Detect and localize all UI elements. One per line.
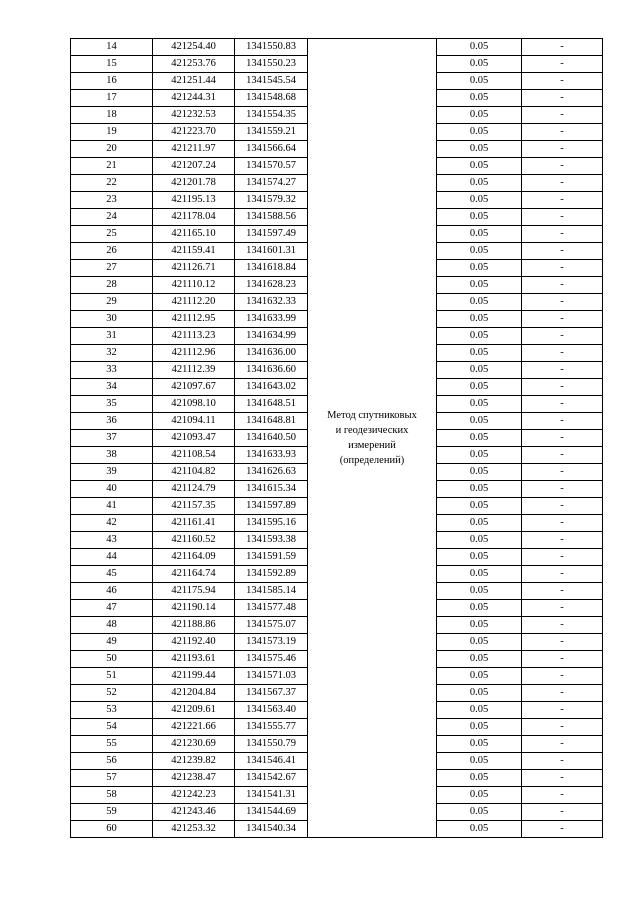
y-coordinate-cell: 1341618.84 [235,260,308,277]
point-number-cell: 49 [71,634,153,651]
point-number-cell: 14 [71,39,153,56]
point-number-cell: 32 [71,345,153,362]
x-coordinate-cell: 421161.41 [153,515,235,532]
x-coordinate-cell: 421242.23 [153,787,235,804]
description-cell: - [522,634,603,651]
point-number-cell: 47 [71,600,153,617]
method-text-line: и геодезических [335,425,409,436]
x-coordinate-cell: 421113.23 [153,328,235,345]
x-coordinate-cell: 421164.74 [153,566,235,583]
accuracy-cell: 0.05 [437,617,522,634]
description-cell: - [522,243,603,260]
point-number-cell: 28 [71,277,153,294]
point-number-cell: 33 [71,362,153,379]
y-coordinate-cell: 1341595.16 [235,515,308,532]
accuracy-cell: 0.05 [437,753,522,770]
description-cell: - [522,90,603,107]
point-number-cell: 53 [71,702,153,719]
coordinates-table [70,38,603,838]
x-coordinate-cell: 421159.41 [153,243,235,260]
accuracy-cell: 0.05 [437,158,522,175]
point-number-cell: 26 [71,243,153,260]
accuracy-cell: 0.05 [437,430,522,447]
accuracy-cell: 0.05 [437,413,522,430]
point-number-cell: 35 [71,396,153,413]
accuracy-cell: 0.05 [437,328,522,345]
x-coordinate-cell: 421112.95 [153,311,235,328]
x-coordinate-cell: 421253.32 [153,821,235,838]
y-coordinate-cell: 1341548.68 [235,90,308,107]
description-cell: - [522,600,603,617]
accuracy-cell: 0.05 [437,600,522,617]
point-number-cell: 60 [71,821,153,838]
point-number-cell: 43 [71,532,153,549]
accuracy-cell: 0.05 [437,345,522,362]
point-number-cell: 20 [71,141,153,158]
description-cell: - [522,498,603,515]
point-number-cell: 27 [71,260,153,277]
description-cell: - [522,753,603,770]
accuracy-cell: 0.05 [437,532,522,549]
description-cell: - [522,192,603,209]
x-coordinate-cell: 421098.10 [153,396,235,413]
y-coordinate-cell: 1341585.14 [235,583,308,600]
y-coordinate-cell: 1341566.64 [235,141,308,158]
y-coordinate-cell: 1341636.60 [235,362,308,379]
y-coordinate-cell: 1341546.41 [235,753,308,770]
x-coordinate-cell: 421175.94 [153,583,235,600]
x-coordinate-cell: 421207.24 [153,158,235,175]
y-coordinate-cell: 1341550.79 [235,736,308,753]
accuracy-cell: 0.05 [437,481,522,498]
description-cell: - [522,481,603,498]
y-coordinate-cell: 1341634.99 [235,328,308,345]
description-cell: - [522,447,603,464]
x-coordinate-cell: 421239.82 [153,753,235,770]
description-cell: - [522,651,603,668]
accuracy-cell: 0.05 [437,549,522,566]
table-row [71,39,603,56]
y-coordinate-cell: 1341648.81 [235,413,308,430]
description-cell: - [522,362,603,379]
description-cell: - [522,821,603,838]
accuracy-cell: 0.05 [437,226,522,243]
description-cell: - [522,56,603,73]
point-number-cell: 55 [71,736,153,753]
x-coordinate-cell: 421195.13 [153,192,235,209]
y-coordinate-cell: 1341633.99 [235,311,308,328]
point-number-cell: 19 [71,124,153,141]
description-cell: - [522,549,603,566]
description-cell: - [522,719,603,736]
description-cell: - [522,787,603,804]
x-coordinate-cell: 421193.61 [153,651,235,668]
accuracy-cell: 0.05 [437,651,522,668]
y-coordinate-cell: 1341544.69 [235,804,308,821]
y-coordinate-cell: 1341628.23 [235,277,308,294]
accuracy-cell: 0.05 [437,277,522,294]
point-number-cell: 34 [71,379,153,396]
x-coordinate-cell: 421238.47 [153,770,235,787]
accuracy-cell: 0.05 [437,464,522,481]
x-coordinate-cell: 421094.11 [153,413,235,430]
point-number-cell: 22 [71,175,153,192]
y-coordinate-cell: 1341550.23 [235,56,308,73]
x-coordinate-cell: 421112.39 [153,362,235,379]
point-number-cell: 51 [71,668,153,685]
x-coordinate-cell: 421204.84 [153,685,235,702]
point-number-cell: 48 [71,617,153,634]
y-coordinate-cell: 1341559.21 [235,124,308,141]
description-cell: - [522,413,603,430]
x-coordinate-cell: 421093.47 [153,430,235,447]
method-text-line: измерений [348,440,396,451]
y-coordinate-cell: 1341626.63 [235,464,308,481]
accuracy-cell: 0.05 [437,515,522,532]
method-cell [308,39,437,838]
point-number-cell: 38 [71,447,153,464]
x-coordinate-cell: 421126.71 [153,260,235,277]
description-cell: - [522,175,603,192]
method-text-line: (определений) [339,455,405,466]
x-coordinate-cell: 421209.61 [153,702,235,719]
x-coordinate-cell: 421164.09 [153,549,235,566]
description-cell: - [522,294,603,311]
description-cell: - [522,311,603,328]
description-cell: - [522,464,603,481]
accuracy-cell: 0.05 [437,73,522,90]
accuracy-cell: 0.05 [437,702,522,719]
accuracy-cell: 0.05 [437,56,522,73]
x-coordinate-cell: 421110.12 [153,277,235,294]
point-number-cell: 42 [71,515,153,532]
point-number-cell: 36 [71,413,153,430]
point-number-cell: 39 [71,464,153,481]
description-cell: - [522,73,603,90]
y-coordinate-cell: 1341571.03 [235,668,308,685]
description-cell: - [522,277,603,294]
x-coordinate-cell: 421244.31 [153,90,235,107]
point-number-cell: 18 [71,107,153,124]
description-cell: - [522,379,603,396]
y-coordinate-cell: 1341567.37 [235,685,308,702]
point-number-cell: 24 [71,209,153,226]
accuracy-cell: 0.05 [437,736,522,753]
y-coordinate-cell: 1341563.40 [235,702,308,719]
point-number-cell: 15 [71,56,153,73]
description-cell: - [522,736,603,753]
y-coordinate-cell: 1341540.34 [235,821,308,838]
description-cell: - [522,770,603,787]
description-cell: - [522,804,603,821]
x-coordinate-cell: 421190.14 [153,600,235,617]
x-coordinate-cell: 421251.44 [153,73,235,90]
point-number-cell: 52 [71,685,153,702]
description-cell: - [522,532,603,549]
description-cell: - [522,39,603,56]
accuracy-cell: 0.05 [437,39,522,56]
y-coordinate-cell: 1341632.33 [235,294,308,311]
description-cell: - [522,566,603,583]
y-coordinate-cell: 1341633.93 [235,447,308,464]
y-coordinate-cell: 1341541.31 [235,787,308,804]
point-number-cell: 25 [71,226,153,243]
x-coordinate-cell: 421097.67 [153,379,235,396]
point-number-cell: 31 [71,328,153,345]
accuracy-cell: 0.05 [437,362,522,379]
point-number-cell: 45 [71,566,153,583]
x-coordinate-cell: 421112.20 [153,294,235,311]
x-coordinate-cell: 421230.69 [153,736,235,753]
y-coordinate-cell: 1341591.59 [235,549,308,566]
y-coordinate-cell: 1341545.54 [235,73,308,90]
y-coordinate-cell: 1341542.67 [235,770,308,787]
y-coordinate-cell: 1341597.49 [235,226,308,243]
x-coordinate-cell: 421112.96 [153,345,235,362]
accuracy-cell: 0.05 [437,821,522,838]
description-cell: - [522,685,603,702]
accuracy-cell: 0.05 [437,498,522,515]
accuracy-cell: 0.05 [437,396,522,413]
point-number-cell: 30 [71,311,153,328]
point-number-cell: 59 [71,804,153,821]
x-coordinate-cell: 421199.44 [153,668,235,685]
y-coordinate-cell: 1341601.31 [235,243,308,260]
method-text-line: Метод спутниковых [327,410,417,421]
accuracy-cell: 0.05 [437,787,522,804]
description-cell: - [522,345,603,362]
x-coordinate-cell: 421165.10 [153,226,235,243]
point-number-cell: 54 [71,719,153,736]
y-coordinate-cell: 1341573.19 [235,634,308,651]
y-coordinate-cell: 1341555.77 [235,719,308,736]
x-coordinate-cell: 421124.79 [153,481,235,498]
y-coordinate-cell: 1341636.00 [235,345,308,362]
description-cell: - [522,515,603,532]
point-number-cell: 21 [71,158,153,175]
point-number-cell: 17 [71,90,153,107]
x-coordinate-cell: 421223.70 [153,124,235,141]
x-coordinate-cell: 421157.35 [153,498,235,515]
description-cell: - [522,617,603,634]
point-number-cell: 58 [71,787,153,804]
description-cell: - [522,141,603,158]
x-coordinate-cell: 421188.86 [153,617,235,634]
point-number-cell: 40 [71,481,153,498]
point-number-cell: 16 [71,73,153,90]
x-coordinate-cell: 421243.46 [153,804,235,821]
description-cell: - [522,668,603,685]
accuracy-cell: 0.05 [437,260,522,277]
coordinates-table-body [71,39,603,838]
x-coordinate-cell: 421178.04 [153,209,235,226]
x-coordinate-cell: 421104.82 [153,464,235,481]
y-coordinate-cell: 1341588.56 [235,209,308,226]
accuracy-cell: 0.05 [437,294,522,311]
description-cell: - [522,702,603,719]
point-number-cell: 37 [71,430,153,447]
y-coordinate-cell: 1341570.57 [235,158,308,175]
x-coordinate-cell: 421232.53 [153,107,235,124]
accuracy-cell: 0.05 [437,243,522,260]
y-coordinate-cell: 1341575.46 [235,651,308,668]
description-cell: - [522,209,603,226]
accuracy-cell: 0.05 [437,668,522,685]
y-coordinate-cell: 1341574.27 [235,175,308,192]
point-number-cell: 41 [71,498,153,515]
description-cell: - [522,396,603,413]
y-coordinate-cell: 1341592.89 [235,566,308,583]
x-coordinate-cell: 421160.52 [153,532,235,549]
accuracy-cell: 0.05 [437,804,522,821]
x-coordinate-cell: 421221.66 [153,719,235,736]
x-coordinate-cell: 421253.76 [153,56,235,73]
accuracy-cell: 0.05 [437,583,522,600]
description-cell: - [522,124,603,141]
accuracy-cell: 0.05 [437,447,522,464]
point-number-cell: 50 [71,651,153,668]
y-coordinate-cell: 1341615.34 [235,481,308,498]
accuracy-cell: 0.05 [437,311,522,328]
description-cell: - [522,583,603,600]
y-coordinate-cell: 1341554.35 [235,107,308,124]
accuracy-cell: 0.05 [437,90,522,107]
x-coordinate-cell: 421211.97 [153,141,235,158]
point-number-cell: 29 [71,294,153,311]
accuracy-cell: 0.05 [437,719,522,736]
accuracy-cell: 0.05 [437,566,522,583]
accuracy-cell: 0.05 [437,379,522,396]
y-coordinate-cell: 1341575.07 [235,617,308,634]
y-coordinate-cell: 1341577.48 [235,600,308,617]
x-coordinate-cell: 421254.40 [153,39,235,56]
description-cell: - [522,226,603,243]
y-coordinate-cell: 1341643.02 [235,379,308,396]
point-number-cell: 44 [71,549,153,566]
y-coordinate-cell: 1341550.83 [235,39,308,56]
accuracy-cell: 0.05 [437,124,522,141]
description-cell: - [522,107,603,124]
x-coordinate-cell: 421108.54 [153,447,235,464]
point-number-cell: 23 [71,192,153,209]
accuracy-cell: 0.05 [437,770,522,787]
x-coordinate-cell: 421201.78 [153,175,235,192]
y-coordinate-cell: 1341597.89 [235,498,308,515]
point-number-cell: 46 [71,583,153,600]
point-number-cell: 56 [71,753,153,770]
description-cell: - [522,328,603,345]
accuracy-cell: 0.05 [437,634,522,651]
accuracy-cell: 0.05 [437,141,522,158]
y-coordinate-cell: 1341579.32 [235,192,308,209]
x-coordinate-cell: 421192.40 [153,634,235,651]
accuracy-cell: 0.05 [437,685,522,702]
accuracy-cell: 0.05 [437,175,522,192]
accuracy-cell: 0.05 [437,107,522,124]
y-coordinate-cell: 1341593.38 [235,532,308,549]
description-cell: - [522,158,603,175]
y-coordinate-cell: 1341648.51 [235,396,308,413]
description-cell: - [522,260,603,277]
description-cell: - [522,430,603,447]
accuracy-cell: 0.05 [437,209,522,226]
point-number-cell: 57 [71,770,153,787]
y-coordinate-cell: 1341640.50 [235,430,308,447]
accuracy-cell: 0.05 [437,192,522,209]
